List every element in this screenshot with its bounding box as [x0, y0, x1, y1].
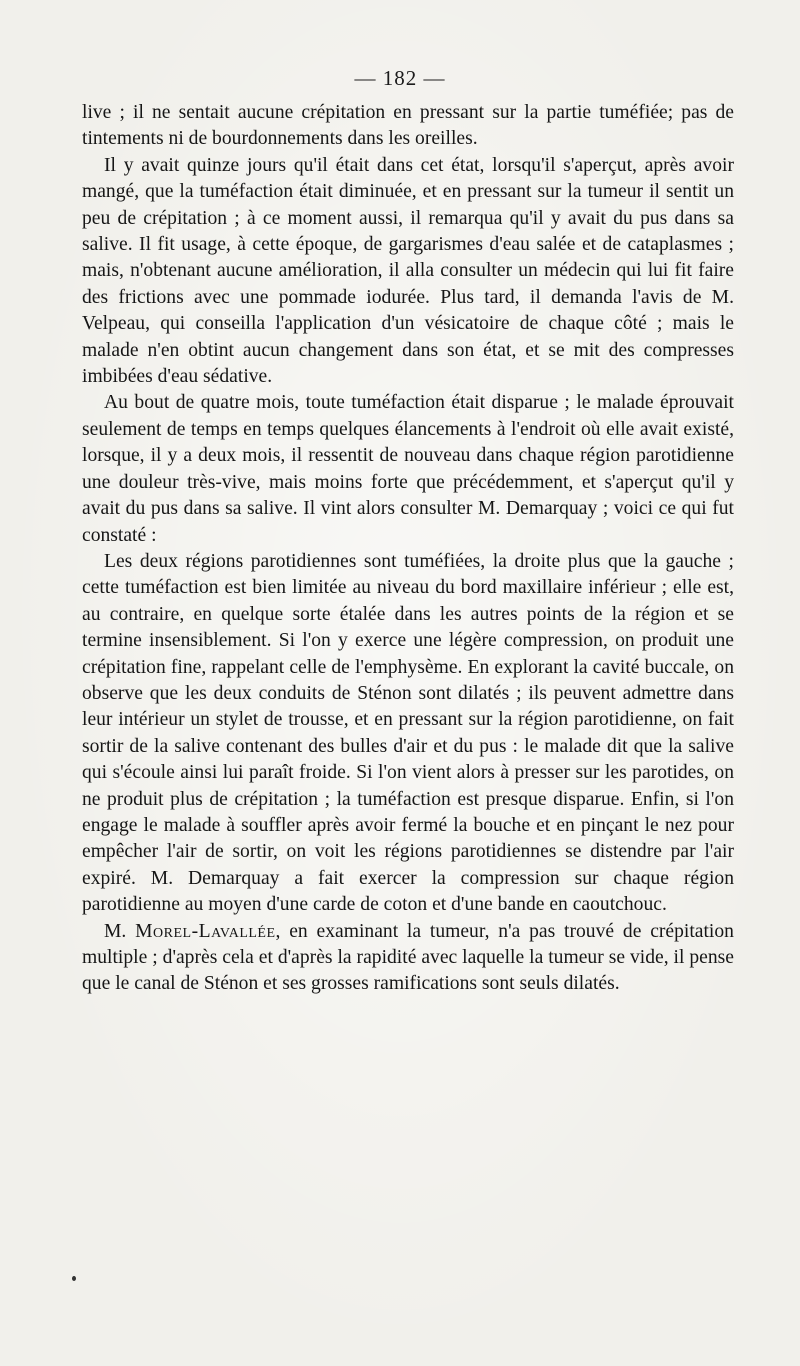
paragraph-1: live ; il ne sentait aucune crépitation en pressant sur la partie tuméfiée; pas de tintements ni de bourdonnements dans les oreilles.	[82, 102, 734, 150]
page-number: — 182 —	[354, 66, 446, 90]
paragraph-5	[82, 919, 734, 998]
paragraph-4: Les deux régions parotidiennes sont tuméfiées, la droite plus que la gauche ; cette tuméfaction est bien limitée au niveau du bord maxillaire inférieur ; elle est, au contraire, en quelque sorte étalée dans les autres points de la région et se termine insensiblement. Si l'on y exerce une légère compression, on produit une crépitation fine, rappelant celle de l'emphysème. En explorant la cavité buccale, on observe que les deux conduits de Sténon sont dilatés ; ils peuvent admettre dans leur intérieur un stylet de trousse, et en pressant sur la région parotidienne, on fait sortir de la salive contenant des bulles d'air et du pus : le malade dit que la salive qui s'écoule ainsi lui paraît froide. Si l'on vient alors à presser sur les parotides, on ne produit plus de crépitation ; la tuméfaction est presque disparue. Enfin, si l'on engage le malade à souffler après avoir fermé la bouche et en pinçant le nez pour empêcher l'air de sortir, on voit les régions parotidiennes se distendre par l'air expiré. M. Demarquay a fait exercer la compression sur chaque région parotidienne au moyen d'une carde de coton et d'une bande en caoutchouc.	[82, 550, 734, 916]
paragraph-5-text: , en examinant la tumeur, n'a pas trouvé de crépitation multiple ; d'après cela et d'après la rapidité avec laquelle la tumeur se vide, il pense que le canal de Sténon et ses grosses ramifications sont seuls dilatés.	[82, 920, 734, 995]
paragraph-2: Il y avait quinze jours qu'il était dans cet état, lorsqu'il s'aperçut, après avoir mangé, que la tuméfaction était diminuée, et en pressant sur la tumeur il sentit un peu de crépitation ; à ce moment aussi, il remarqua qu'il y avait du pus dans sa salive. Il fit usage, à cette époque, de gargarismes d'eau salée et de cataplasmes ; mais, n'obtenant aucune amélioration, il alla consulter un médecin qui lui fit faire des frictions avec une pommade iodurée. Plus tard, il demanda l'avis de M. Velpeau, qui conseilla l'application d'un vésicatoire de chaque côté ; mais le malade n'en obtint aucun changement dans son état, et se mit des compresses imbibées d'eau sédative.	[82, 154, 734, 388]
ink-speck	[72, 1276, 76, 1281]
body-text	[82, 100, 734, 998]
paragraph-3: Au bout de quatre mois, toute tuméfaction était disparue ; le malade éprouvait seulement de temps en temps quelques élancements à l'endroit où elle avait existé, lorsque, il y a deux mois, il ressentit de nouveau dans chaque région parotidienne une douleur très-vive, mais moins forte que précédemment, et s'aperçut qu'il y avait du pus dans sa salive. Il vint alors consulter M. Demarquay ; voici ce qui fut constaté :	[82, 392, 734, 546]
author-name: Morel-Lavallée	[135, 920, 276, 942]
paragraph-5-prefix: M.	[104, 920, 136, 942]
